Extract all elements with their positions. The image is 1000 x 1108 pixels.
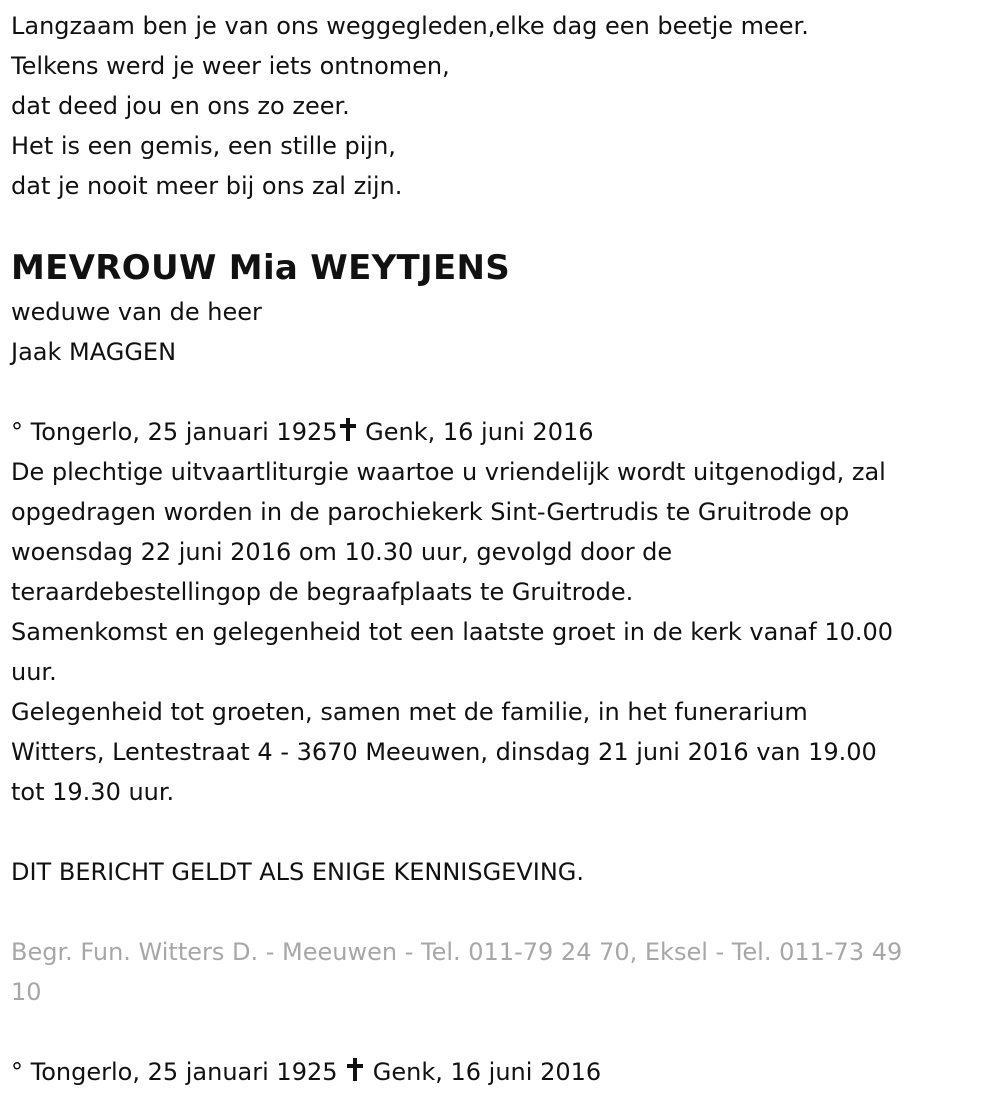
obituary-notice [11,6,991,1092]
service-line: opgedragen worden in de parochiekerk Sint-Gertrudis te Gruitrode op [11,498,850,526]
notice-statement: DIT BERICHT GELDT ALS ENIGE KENNISGEVING. [11,858,585,886]
deceased-name: MEVROUW Mia WEYTJENS [11,248,511,288]
spacer [11,1012,991,1052]
poem-line: Telkens werd je weer iets ontnomen, [11,52,450,80]
funeral-home-line: 10 [11,978,42,1006]
cross-icon [340,418,356,442]
service-line: Samenkomst en gelegenheid tot een laatste groet in de kerk vanaf 10.00 [11,618,894,646]
cross-icon [347,1058,363,1082]
spacer [11,372,991,412]
poem-line: dat deed jou en ons zo zeer. [11,92,350,120]
life-dates-bottom [11,1052,991,1092]
spouse-name: Jaak MAGGEN [11,338,177,366]
service-line: Witters, Lentestraat 4 - 3670 Meeuwen, dinsdag 21 juni 2016 van 19.00 [11,738,877,766]
service-line: woensdag 22 juni 2016 om 10.30 uur, gevolgd door de [11,538,673,566]
poem [11,6,991,206]
relation-line: weduwe van de heer [11,298,262,326]
funeral-home-info [11,932,991,1012]
funeral-home-line: Begr. Fun. Witters D. - Meeuwen - Tel. 011-79 24 70, Eksel - Tel. 011-73 49 [11,938,903,966]
service-line: De plechtige uitvaartliturgie waartoe u vriendelijk wordt uitgenodigd, zal [11,458,886,486]
poem-line: dat je nooit meer bij ons zal zijn. [11,172,403,200]
spacer [11,812,991,852]
birth-info: ° Tongerlo, 25 januari 1925 [11,418,338,446]
service-line: uur. [11,658,57,686]
birth-info: ° Tongerlo, 25 januari 1925 [11,1058,338,1086]
life-dates-top [11,412,991,452]
poem-line: Langzaam ben je van ons weggegleden,elke dag een beetje meer. [11,12,809,40]
spacer [11,892,991,932]
service-line: tot 19.30 uur. [11,778,175,806]
service-line: teraardebestellingop de begraafplaats te Gruitrode. [11,578,634,606]
service-details [11,452,991,812]
death-info: Genk, 16 juni 2016 [365,418,594,446]
service-line: Gelegenheid tot groeten, samen met de familie, in het funerarium [11,698,808,726]
poem-line: Het is een gemis, een stille pijn, [11,132,396,160]
death-info: Genk, 16 juni 2016 [372,1058,602,1086]
